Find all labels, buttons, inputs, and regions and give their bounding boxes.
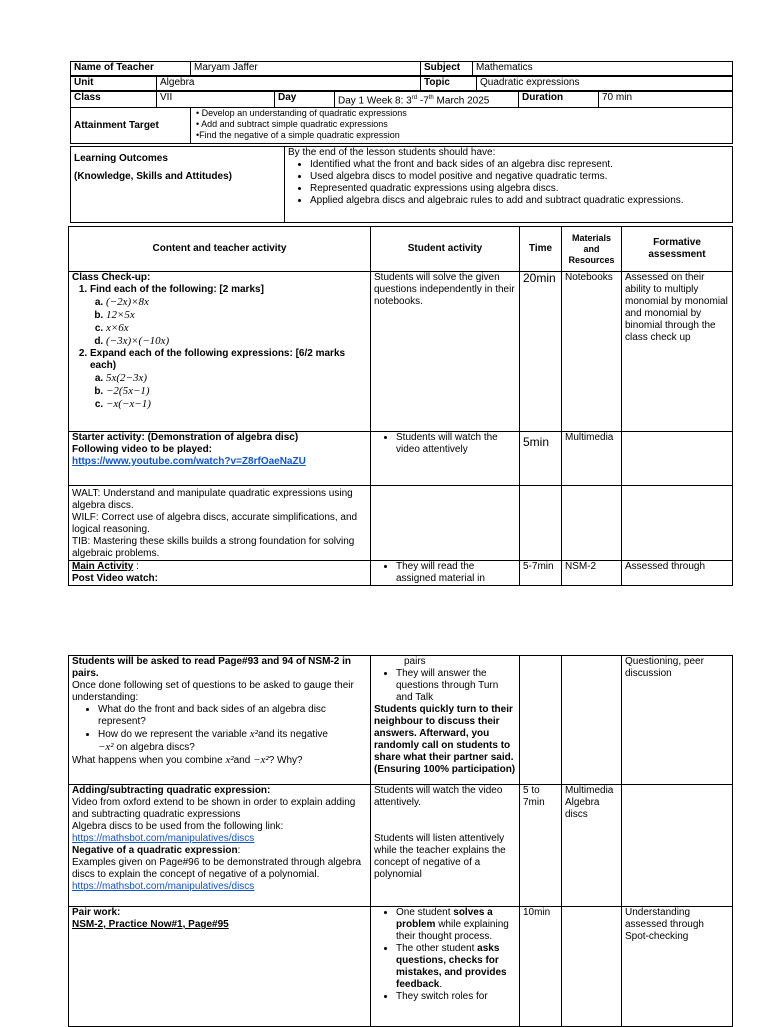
activity-table — [68, 226, 733, 586]
s2b: asks questions, checks for mistakes, and provides feedback — [396, 943, 507, 990]
checkup-title: Class Check-up: — [72, 272, 151, 283]
activity-table-continued — [68, 655, 733, 1027]
unit-label: Unit — [71, 77, 157, 91]
main-activity-student: • They will read the assigned material in — [396, 561, 516, 585]
s1b: solves a problem — [396, 907, 493, 930]
col-header-formative: Formative assessment — [622, 227, 733, 272]
adding-materials: Multimedia Algebra discs — [562, 785, 622, 907]
wilf-text: WILF: Correct use of algebra discs, accurate simplifications, and logical reasoning. — [72, 512, 358, 535]
pairwork-time: 10min — [520, 907, 562, 1027]
checkup-q1-text: Find each of the following: [2 marks] — [90, 284, 264, 295]
day-value: Day 1 Week 8: 3rd -7th March 2025 — [335, 92, 519, 108]
unit-value: Algebra — [157, 77, 421, 91]
outcomes-label-2: (Knowledge, Skills and Attitudes) — [74, 171, 232, 182]
s1a: One student — [396, 907, 454, 918]
teacher-label: Name of Teacher — [71, 62, 191, 76]
starter-cell — [69, 432, 371, 486]
attainment-items — [191, 108, 733, 144]
outcome-item: • Identified what the front and back sides of an algebra disc represent. — [310, 159, 729, 171]
reading-student-answer: • They will answer the questions through Turn and Talk — [396, 668, 516, 704]
col-header-content: Content and teacher activity — [69, 227, 371, 272]
checkup-q1 — [90, 284, 367, 348]
negx2-term: −x² — [253, 754, 269, 766]
q-combine-b: and — [233, 755, 254, 766]
q1-item — [106, 335, 367, 348]
adding-cell — [69, 785, 371, 907]
reading-student-cell — [371, 656, 520, 785]
checkup-student: Students will solve the given questions independently in their notebooks. — [371, 272, 520, 432]
checkup-q2 — [90, 348, 367, 411]
pairwork-cell — [69, 907, 371, 1027]
s2a: The other student — [396, 943, 478, 954]
main-activity-time: 5-7min — [520, 561, 562, 586]
adding-title: Adding/subtracting quadratic expression: — [72, 785, 271, 796]
reading-line: Once done following set of questions to be asked to gauge their understanding: — [72, 680, 354, 703]
q1-expr: (−3x)×(−10x) — [106, 335, 170, 347]
duration-label: Duration — [519, 92, 599, 108]
reading-formative: Questioning, peer discussion — [622, 656, 733, 785]
negative-colon: : — [237, 845, 241, 856]
outcome-item: • Applied algebra discs and algebraic rules to add and subtract quadratic expressions. — [310, 195, 729, 207]
starter-time: 5min — [520, 432, 562, 486]
main-activity-colon: : — [133, 561, 139, 572]
class-value: VII — [157, 92, 275, 108]
starter-formative — [622, 432, 733, 486]
q2-expr: −2(5x−1) — [106, 385, 150, 397]
q2-expr: 5x(2−3x) — [106, 372, 148, 384]
q2-expr: −x(−x−1) — [106, 398, 151, 410]
attainment-item: • Add and subtract simple quadratic expressions — [196, 119, 388, 129]
q1-item — [106, 322, 367, 335]
outcomes-intro: By the end of the lesson students should have: — [288, 147, 496, 158]
teacher-value: Maryam Jaffer — [191, 62, 421, 76]
pairwork-materials — [562, 907, 622, 1027]
main-activity-line2: Post Video watch: — [72, 573, 158, 584]
walt-materials — [562, 486, 622, 561]
q-rep-b: and its negative — [257, 729, 328, 740]
walt-formative — [622, 486, 733, 561]
outcomes-label — [71, 147, 285, 223]
subject-value: Mathematics — [473, 62, 733, 76]
q2-item — [106, 385, 367, 398]
adding-student-2: Students will listen attentively while the teacher explains the concept of negative of a polynomial — [374, 833, 506, 880]
day-label: Day — [275, 92, 335, 108]
attainment-item: •Find the negative of a simple quadratic expression — [196, 130, 400, 140]
pairwork-student-cell — [371, 907, 520, 1027]
outcome-item: • Used algebra discs to model positive and negative quadratic terms. — [310, 171, 729, 183]
checkup-formative: Assessed on their ability to multiply monomial by monomial and monomial by binomial through the class check up — [622, 272, 733, 432]
starter-student-cell — [371, 432, 520, 486]
subject-label: Subject — [421, 62, 473, 76]
q-combine-a: What happens when you combine — [72, 755, 226, 766]
main-activity-materials: NSM-2 — [562, 561, 622, 586]
class-label: Class — [71, 92, 157, 108]
header-row-3 — [70, 91, 733, 108]
checkup-cell — [69, 272, 371, 432]
outcome-item: • Represented quadratic expressions using algebra discs. — [310, 183, 729, 195]
checkup-q2-text: Expand each of the following expressions: [6/2 marks each) — [90, 348, 346, 371]
main-activity-title: Main Activity — [72, 561, 134, 572]
tib-text: TIB: Mastering these skills builds a strong foundation for solving algebraic problems. — [72, 536, 355, 559]
reading-student-pairs: pairs — [404, 656, 426, 667]
col-header-materials: Materials and Resources — [562, 227, 622, 272]
negative-line: Examples given on Page#96 to be demonstrated through algebra discs to explain the concept of negative of a polynomial. — [72, 857, 362, 880]
pairwork-step-2 — [396, 943, 516, 991]
walt-cell — [69, 486, 371, 561]
x2-term: x² — [249, 728, 258, 740]
discs-link-1[interactable]: https://mathsbot.com/manipulatives/discs — [72, 833, 255, 844]
pairwork-ref: NSM-2, Practice Now#1, Page#95 — [72, 919, 229, 930]
attainment-item: • Develop an understanding of quadratic expressions — [196, 108, 407, 118]
reading-cell — [69, 656, 371, 785]
header-row-2 — [70, 76, 733, 91]
q1-expr: 12×5x — [106, 309, 135, 321]
col-header-time: Time — [520, 227, 562, 272]
discs-link-2[interactable]: https://mathsbot.com/manipulatives/discs — [72, 881, 255, 892]
adding-student-cell — [371, 785, 520, 907]
starter-video-link[interactable]: https://www.youtube.com/watch?v=Z8rfOaeNaZU — [72, 456, 306, 467]
s2c: . — [439, 979, 443, 990]
adding-line1: Video from oxford extend to be shown in order to explain adding and subtracting quadratic expressions — [72, 797, 356, 820]
adding-student-1: Students will watch the video attentively. — [374, 785, 503, 808]
starter-student: • Students will watch the video attentively — [396, 432, 516, 456]
q2-item — [106, 372, 367, 385]
reading-student-bold: Students quickly turn to their neighbour to discuss their answers. Afterward, you randomly call on students to share what their partner said. (Ensuring 100% participation) — [374, 704, 516, 775]
topic-label: Topic — [421, 77, 477, 91]
s1c: while explaining their thought process. — [396, 919, 509, 942]
q1-expr: x×6x — [106, 322, 129, 334]
walt-text: WALT: Understand and manipulate quadratic expressions using algebra discs. — [72, 488, 353, 511]
attainment-label: Attainment Target — [71, 108, 191, 144]
pairwork-title: Pair work: — [72, 907, 121, 918]
reading-title: Students will be asked to read Page#93 and 94 of NSM-2 in pairs. — [72, 656, 351, 679]
walt-time — [520, 486, 562, 561]
pairwork-step-3 — [396, 991, 516, 1003]
attainment-table — [70, 107, 733, 144]
q-rep-a: How do we represent the variable — [98, 729, 250, 740]
checkup-materials: Notebooks — [562, 272, 622, 432]
outcomes-table — [70, 146, 733, 223]
reading-time — [520, 656, 562, 785]
topic-value: Quadratic expressions — [477, 77, 733, 91]
main-activity-student-cell — [371, 561, 520, 586]
negative-title: Negative of a quadratic expression — [72, 845, 238, 856]
adding-line2: Algebra discs to be used from the following link: — [72, 821, 284, 832]
s3: They switch roles for — [396, 991, 488, 1002]
x2-term: x² — [225, 754, 234, 766]
outcomes-label-1: Learning Outcomes — [74, 153, 168, 164]
starter-materials: Multimedia — [562, 432, 622, 486]
q1-item — [106, 296, 367, 309]
negx2-term: −x² — [98, 741, 114, 753]
outcomes-content — [285, 147, 733, 223]
walt-student — [371, 486, 520, 561]
starter-line2: Following video to be played: — [72, 444, 213, 455]
checkup-time: 20min — [520, 272, 562, 432]
q1-expr: (−2x)×8x — [106, 296, 149, 308]
q1-item — [106, 309, 367, 322]
pairwork-formative: Understanding assessed through Spot-checking — [622, 907, 733, 1027]
main-activity-formative: Assessed through — [622, 561, 733, 586]
reading-materials — [562, 656, 622, 785]
header-row-1 — [70, 61, 733, 76]
duration-value: 70 min — [599, 92, 733, 108]
pairwork-step-1 — [396, 907, 516, 943]
main-activity-cell — [69, 561, 371, 586]
question-represent — [98, 728, 367, 754]
adding-formative — [622, 785, 733, 907]
q-rep-c: on algebra discs? — [113, 742, 195, 753]
question-front-back: • What do the front and back sides of an algebra disc represent? — [98, 704, 367, 728]
q-combine-c: ? Why? — [268, 755, 303, 766]
q2-item — [106, 398, 367, 411]
adding-time: 5 to 7min — [520, 785, 562, 907]
col-header-student: Student activity — [371, 227, 520, 272]
starter-title: Starter activity: (Demonstration of algebra disc) — [72, 432, 299, 443]
question-combine — [72, 754, 367, 767]
